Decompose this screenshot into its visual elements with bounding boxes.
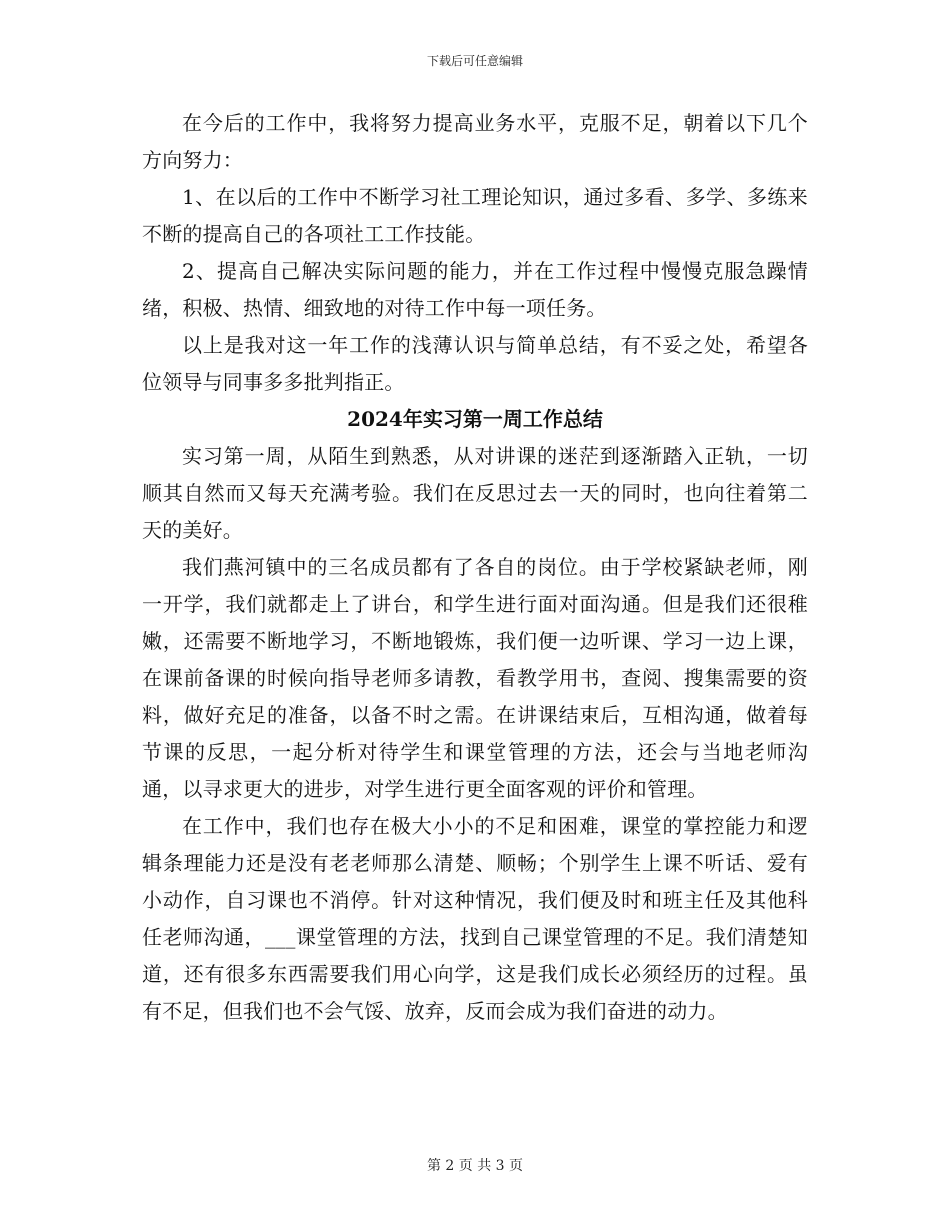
- paragraph: 1、在以后的工作中不断学习社工理论知识，通过多看、多学、多练来不断的提高自己的各项社工工作技能。: [142, 185, 808, 246]
- paragraph: 我们燕河镇中的三名成员都有了各自的岗位。由于学校紧缺老师，刚一开学，我们就都走上了讲台，和学生进行面对面沟通。但是我们还很稚嫩，还需要不断地学习，不断地锻炼，我们便一边听课、学习一边上课，在课前备课的时候向指导老师多请教，看教学用书，查阅、搜集需要的资料，做好充足的准备，以备不时之需。在讲课结束后，互相沟通，做着每节课的反思，一起分析对待学生和课堂管理的方法，还会与当地老师沟通，以寻求更大的进步，对学生进行更全面客观的评价和管理。: [142, 555, 808, 801]
- paragraph: 2、提高自己解决实际问题的能力，并在工作过程中慢慢克服急躁情绪，积极、热情、细致地的对待工作中每一项任务。: [142, 259, 808, 320]
- paragraph: 以上是我对这一年工作的浅薄认识与简单总结，有不妥之处，希望各位领导与同事多多批判指正。: [142, 333, 808, 394]
- page-number: 第 2 页 共 3 页: [426, 1158, 524, 1174]
- paragraph: 在今后的工作中，我将努力提高业务水平，克服不足，朝着以下几个方向努力：: [142, 111, 808, 172]
- section-title: 2024年实习第一周工作总结: [347, 407, 603, 431]
- paragraph: 实习第一周，从陌生到熟悉，从对讲课的迷茫到逐渐踏入正轨，一切顺其自然而又每天充满考验。我们在反思过去一天的同时，也向往着第二天的美好。: [142, 444, 808, 542]
- paragraph: 在工作中，我们也存在极大小小的不足和困难，课堂的掌控能力和逻辑条理能力还是没有老老师那么清楚、顺畅；个别学生上课不听话、爱有小动作，自习课也不消停。针对这种情况，我们便及时和班主任及其他科任老师沟通，___课堂管理的方法，找到自己课堂管理的不足。我们清楚知道，还有很多东西需要我们用心向学，这是我们成长必须经历的过程。虽有不足，但我们也不会气馁、放弃，反而会成为我们奋进的动力。: [142, 814, 808, 1023]
- page-header: 下载后可任意编辑: [426, 54, 523, 68]
- document-body: [142, 105, 808, 1030]
